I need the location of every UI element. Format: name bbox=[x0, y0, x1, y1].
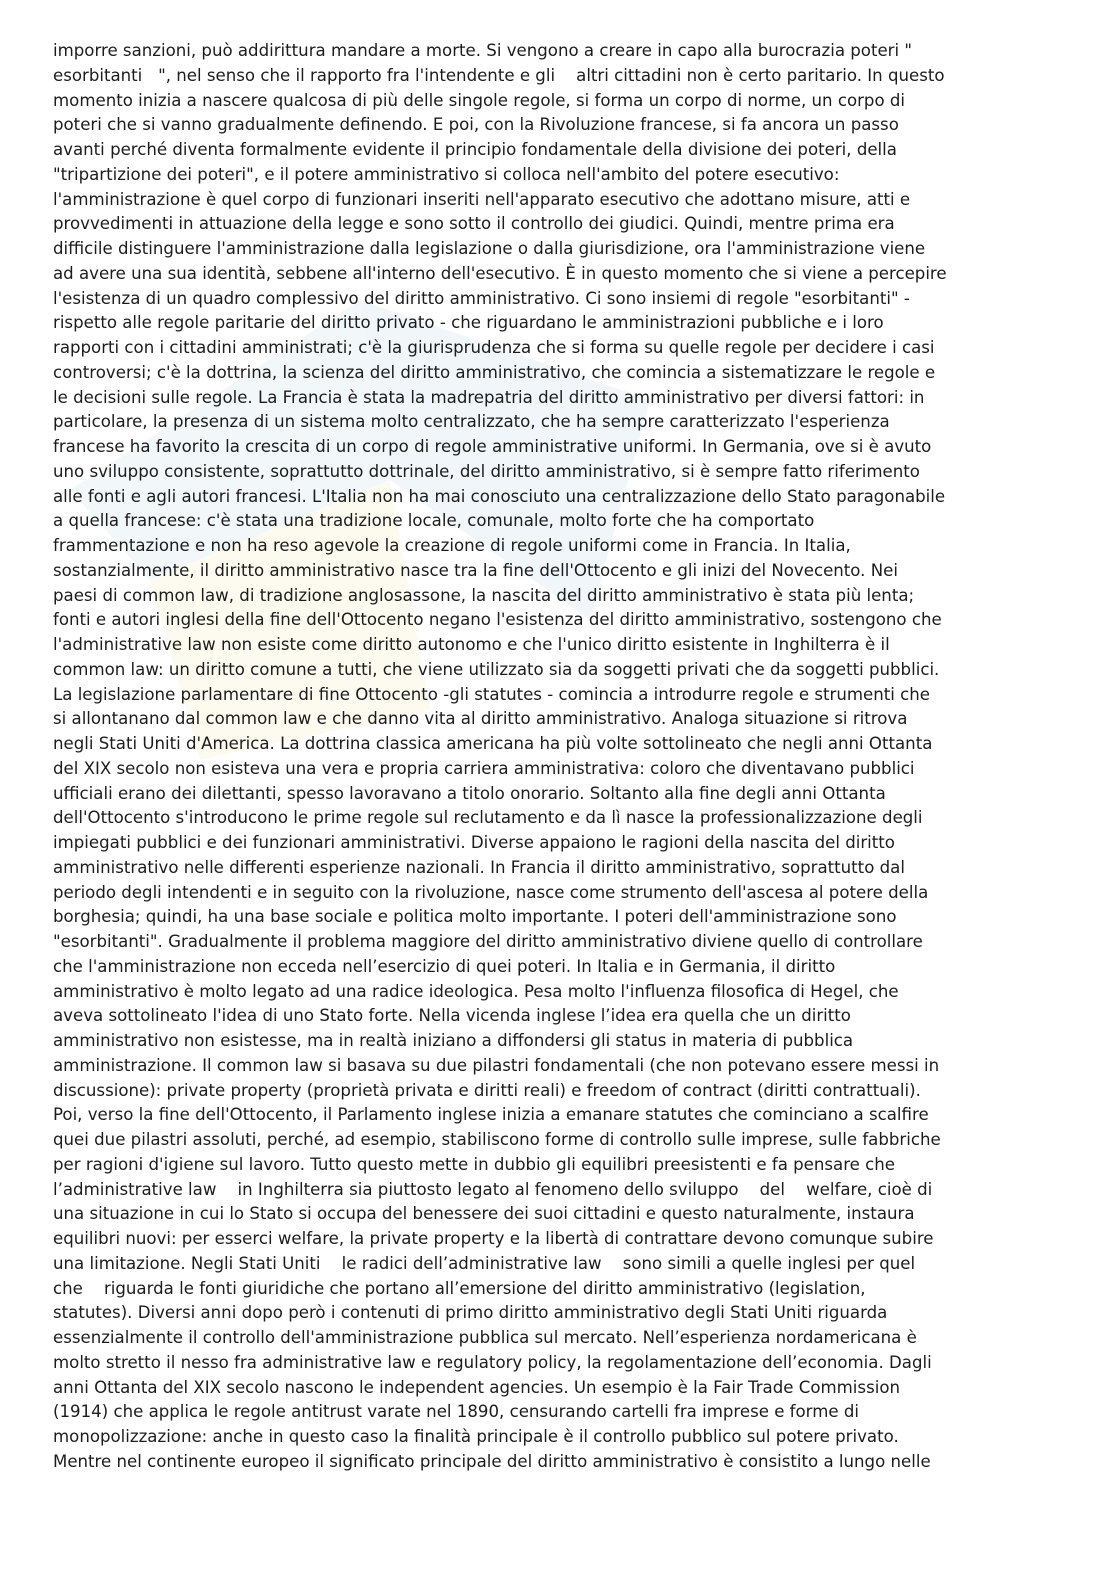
text-line: francese ha favorito la crescita di un corpo di regole amministrative uniformi. In Germania, ove si è avuto bbox=[53, 437, 932, 456]
text-line: aveva sottolineato l'idea di uno Stato forte. Nella vicenda inglese l’idea era quella che un diritto bbox=[53, 1006, 851, 1026]
text-line: le decisioni sulle regole. La Francia è stata la madrepatria del diritto amministrativo per diversi fattori: in bbox=[53, 387, 925, 407]
text-line: momento inizia a nascere qualcosa di più delle singole regole, si forma un corpo di norme, un corpo di bbox=[53, 90, 906, 110]
text-line: una situazione in cui lo Stato si occupa del benessere dei suoi cittadini e questo naturalmente, instaura bbox=[53, 1204, 915, 1224]
text-line: esorbitanti ", nel senso che il rapporto fra l'intendente e gli altri cittadini non è certo paritario. In questo bbox=[53, 65, 945, 85]
text-line: monopolizzazione: anche in questo caso la finalità principale è il controllo pubblico sul potere privato. bbox=[53, 1427, 899, 1446]
text-line: periodo degli intendenti e in seguito con la rivoluzione, nasce come strumento dell'ascesa al potere della bbox=[53, 882, 929, 902]
text-line: amministrazione. Il common law si basava su due pilastri fondamentali (che non potevano essere messi in bbox=[53, 1055, 940, 1075]
text-line: l'amministrazione è quel corpo di funzionari inseriti nell'apparato esecutivo che adottano misure, atti e bbox=[53, 189, 911, 209]
text-line: quei due pilastri assoluti, perché, ad esempio, stabiliscono forme di controllo sulle imprese, sulle fabbriche bbox=[53, 1130, 941, 1149]
text-line: alle fonti e agli autori francesi. L'Italia non ha mai conosciuto una centralizzazione dello Stato paragonabile bbox=[53, 486, 946, 506]
text-line: "esorbitanti". Gradualmente il problema maggiore del diritto amministrativo diviene quello di controllare bbox=[53, 932, 923, 951]
text-line: a quella francese: c'è stata una tradizione locale, comunale, molto forte che ha comportato bbox=[53, 511, 815, 531]
text-line: l'administrative law non esiste come diritto autonomo e che l'unico diritto esistente in Inghilterra è il bbox=[53, 635, 890, 654]
text-line: l’administrative law in Inghilterra sia piuttosto legato al fenomeno dello sviluppo del welfare, cioè di bbox=[53, 1179, 933, 1199]
text-line: controversi; c'è la dottrina, la scienza del diritto amministrativo, che comincia a sistematizzare le regole e bbox=[53, 362, 936, 382]
text-line: uno sviluppo consistente, soprattutto dottrinale, del diritto amministrativo, si è sempre fatto riferimento bbox=[53, 461, 920, 481]
text-line: La legislazione parlamentare di fine Ottocento -gli statutes - comincia a introdurre regole e strumenti che bbox=[53, 684, 930, 704]
text-line: dell'Ottocento s'introducono le prime regole sul reclutamento e da lì nasce la professionalizzazione degli bbox=[53, 808, 923, 828]
text-line: amministrativo nelle differenti esperienze nazionali. In Francia il diritto amministrativo, soprattutto dal bbox=[53, 857, 905, 877]
text-line: Mentre nel continente europeo il significato principale del diritto amministrativo è consistito a lungo nelle bbox=[53, 1451, 931, 1471]
text-line: statutes). Diversi anni dopo però i contenuti di primo diritto amministrativo degli Stati Uniti riguarda bbox=[53, 1303, 888, 1323]
text-line: ad avere una sua identità, sebbene all'interno dell'esecutivo. È in questo momento che si viene a percepire bbox=[53, 263, 947, 283]
text-line: provvedimenti in attuazione della legge e sono sotto il controllo dei giudici. Quindi, mentre prima era bbox=[53, 214, 895, 234]
text-line: difficile distinguere l'amministrazione dalla legislazione o dalla giurisdizione, ora l'amministrazione viene bbox=[53, 239, 926, 258]
body-text bbox=[53, 39, 1073, 1475]
text-line: rispetto alle regole paritarie del diritto privato - che riguardano le amministrazioni pubbliche e i loro bbox=[53, 313, 884, 333]
text-line: ufficiali erano dei dilettanti, spesso lavoravano a titolo onorario. Soltanto alla fine degli anni Ottanta bbox=[53, 783, 886, 803]
text-line: imporre sanzioni, può addirittura mandare a morte. Si vengono a creare in capo alla burocrazia poteri " bbox=[53, 41, 913, 60]
text-line: (1914) che applica le regole antitrust varate nel 1890, censurando cartelli fra imprese e forme di bbox=[53, 1402, 859, 1422]
text-line: avanti perché diventa formalmente evidente il principio fondamentale della divisione dei poteri, della bbox=[53, 140, 897, 159]
text-line: molto stretto il nesso fra administrative law e regulatory policy, la regolamentazione dell’economia. Dagli bbox=[53, 1352, 932, 1372]
text-line: negli Stati Uniti d'America. La dottrina classica americana ha più volte sottolineato che negli anni Ottanta bbox=[53, 734, 933, 753]
text-line: del XIX secolo non esisteva una vera e propria carriera amministrativa: coloro che diventavano pubblici bbox=[53, 758, 915, 778]
text-line: amministrativo non esistesse, ma in realtà iniziano a diffondersi gli status in materia di pubblica bbox=[53, 1031, 854, 1050]
text-line: paesi di common law, di tradizione anglosassone, la nascita del diritto amministrativo è stata più lenta; bbox=[53, 585, 915, 605]
text-line: fonti e autori inglesi della fine dell'Ottocento negano l'esistenza del diritto amministrativo, sostengono che bbox=[53, 610, 942, 630]
text-line: particolare, la presenza di un sistema molto centralizzato, che ha sempre caratterizzato l'esperienza bbox=[53, 412, 890, 432]
text-line: per ragioni d'igiene sul lavoro. Tutto questo mette in dubbio gli equilibri preesistenti e fa pensare che bbox=[53, 1154, 896, 1174]
text-line: l'esistenza di un quadro complessivo del diritto amministrativo. Ci sono insiemi di regole "esorbitanti" - bbox=[53, 288, 910, 308]
text-line: common law: un diritto comune a tutti, che viene utilizzato sia da soggetti privati che da soggetti pubblici. bbox=[53, 659, 940, 679]
text-line: che riguarda le fonti giuridiche che portano all’emersione del diritto amministrativo (legislation, bbox=[53, 1278, 866, 1298]
text-line: frammentazione e non ha reso agevole la creazione di regole uniformi come in Francia. In Italia, bbox=[53, 536, 851, 555]
text-line: rapporti con i cittadini amministrati; c'è la giurisprudenza che si forma su quelle regole per decidere i casi bbox=[53, 338, 935, 357]
text-line: che l'amministrazione non ecceda nell’esercizio di quei poteri. In Italia e in Germania, il diritto bbox=[53, 956, 836, 976]
text-line: equilibri nuovi: per esserci welfare, la private property e la libertà di contrattare devono comunque subire bbox=[53, 1229, 934, 1248]
text-line: discussione): private property (proprietà privata e diritti reali) e freedom of contract (diritti contrattuali). bbox=[53, 1080, 921, 1100]
text-line: poteri che si vanno gradualmente definendo. E poi, con la Rivoluzione francese, si fa ancora un passo bbox=[53, 115, 899, 135]
text-line: anni Ottanta del XIX secolo nascono le independent agencies. Un esempio è la Fair Trade Commission bbox=[53, 1377, 900, 1397]
text-line: impiegati pubblici e dei funzionari amministrativi. Diverse appaiono le ragioni della nascita del diritto bbox=[53, 833, 895, 852]
text-line: Poi, verso la fine dell'Ottocento, il Parlamento inglese inizia a emanare statutes che cominciano a scalfire bbox=[53, 1105, 929, 1125]
text-line: una limitazione. Negli Stati Uniti le radici dell’administrative law sono simili a quelle inglesi per quel bbox=[53, 1253, 916, 1273]
text-line: sostanzialmente, il diritto amministrativo nasce tra la fine dell'Ottocento e gli inizi del Novecento. Nei bbox=[53, 560, 898, 580]
text-line: essenzialmente il controllo dell'amministrazione pubblica sul mercato. Nell’esperienza nordamericana è bbox=[53, 1328, 917, 1347]
text-line: "tripartizione dei poteri", e il potere amministrativo si colloca nell'ambito del potere esecutivo: bbox=[53, 164, 840, 184]
text-line: si allontanano dal common law e che danno vita al diritto amministrativo. Analoga situazione si ritrova bbox=[53, 709, 908, 729]
text-line: amministrativo è molto legato ad una radice ideologica. Pesa molto l'influenza filosofica di Hegel, che bbox=[53, 981, 899, 1001]
text-line: borghesia; quindi, ha una base sociale e politica molto importante. I poteri dell'amministrazione sono bbox=[53, 907, 897, 927]
